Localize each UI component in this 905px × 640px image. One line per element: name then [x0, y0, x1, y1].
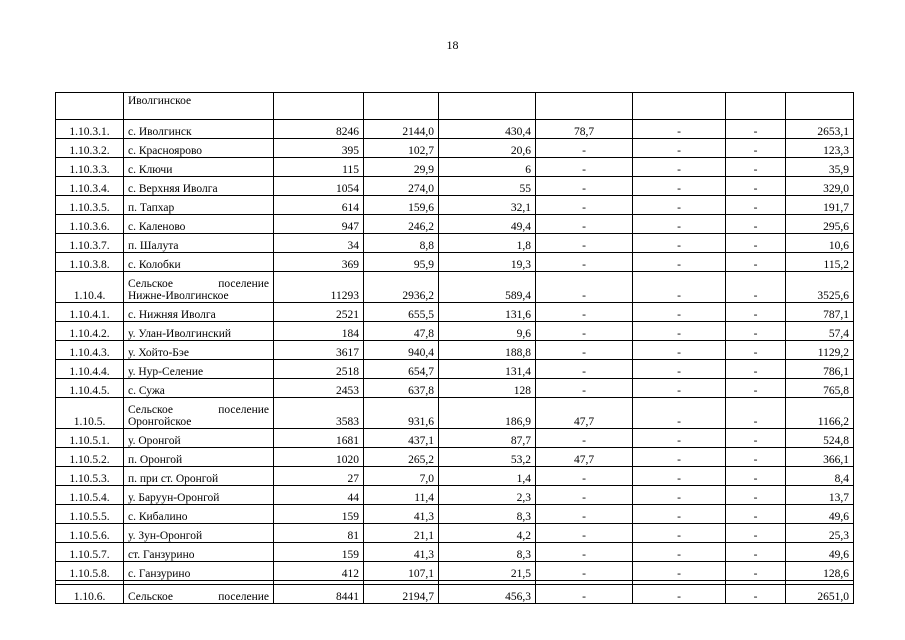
cell-value: 188,8 — [439, 341, 536, 360]
cell-value: - — [726, 196, 786, 215]
cell-name: с. Кибалино — [124, 505, 274, 524]
cell-value: - — [633, 543, 726, 562]
settlements-table — [55, 92, 854, 604]
cell-code: 1.10.3.8. — [56, 253, 124, 272]
cell-value: - — [633, 448, 726, 467]
cell-name: п. при ст. Оронгой — [124, 467, 274, 486]
cell-value: 115,2 — [786, 253, 854, 272]
cell-value: - — [536, 429, 633, 448]
table-row — [56, 196, 854, 215]
cell-value: 8,4 — [786, 467, 854, 486]
cell-value: - — [633, 524, 726, 543]
cell-value: 47,8 — [364, 322, 439, 341]
cell-value: 53,2 — [439, 448, 536, 467]
cell-code: 1.10.4. — [56, 272, 124, 303]
cell-name: у. Хойто-Бэе — [124, 341, 274, 360]
cell-name: с. Нижняя Иволга — [124, 303, 274, 322]
cell-value: - — [536, 272, 633, 303]
cell-code: 1.10.6. — [56, 585, 124, 604]
cell-value: 2521 — [274, 303, 364, 322]
table-row — [56, 158, 854, 177]
cell-name: с. Иволгинск — [124, 120, 274, 139]
cell-value: - — [633, 253, 726, 272]
table-row — [56, 379, 854, 398]
table-row — [56, 524, 854, 543]
cell-name: п. Шалута — [124, 234, 274, 253]
cell-code: 1.10.3.4. — [56, 177, 124, 196]
cell-code: 1.10.5.2. — [56, 448, 124, 467]
cell-value: 159 — [274, 543, 364, 562]
cell-value: - — [536, 543, 633, 562]
cell-value: 395 — [274, 139, 364, 158]
cell-name: с. Верхняя Иволга — [124, 177, 274, 196]
cell-code — [56, 93, 124, 120]
cell-value: - — [536, 562, 633, 581]
cell-value: 115 — [274, 158, 364, 177]
cell-value: - — [726, 379, 786, 398]
cell-value: - — [633, 467, 726, 486]
cell-value: - — [536, 303, 633, 322]
cell-value: 95,9 — [364, 253, 439, 272]
cell-name: у. Нур-Селение — [124, 360, 274, 379]
cell-value: 131,6 — [439, 303, 536, 322]
name-part: поселение — [218, 591, 269, 603]
cell-value: 81 — [274, 524, 364, 543]
cell-value: 57,4 — [786, 322, 854, 341]
cell-name: у. Улан-Иволгинский — [124, 322, 274, 341]
cell-value: 131,4 — [439, 360, 536, 379]
table-row — [56, 543, 854, 562]
cell-value: 456,3 — [439, 585, 536, 604]
cell-value: 369 — [274, 253, 364, 272]
table-row — [56, 303, 854, 322]
cell-value: 128,6 — [786, 562, 854, 581]
cell-name: у. Зун-Оронгой — [124, 524, 274, 543]
cell-value: 1,4 — [439, 467, 536, 486]
table-row — [56, 322, 854, 341]
cell-value: 21,5 — [439, 562, 536, 581]
cell-name — [124, 272, 274, 303]
cell-value: 128 — [439, 379, 536, 398]
table-row — [56, 585, 854, 604]
cell-code: 1.10.4.1. — [56, 303, 124, 322]
cell-value: 524,8 — [786, 429, 854, 448]
cell-value: - — [726, 341, 786, 360]
cell-value: 947 — [274, 215, 364, 234]
cell-value: - — [726, 234, 786, 253]
cell-value: 3617 — [274, 341, 364, 360]
cell-value: 931,6 — [364, 398, 439, 429]
cell-value: - — [536, 360, 633, 379]
cell-value: 787,1 — [786, 303, 854, 322]
cell-value: 940,4 — [364, 341, 439, 360]
cell-value: - — [536, 505, 633, 524]
cell-value: 32,1 — [439, 196, 536, 215]
cell-value: 87,7 — [439, 429, 536, 448]
table-row — [56, 360, 854, 379]
cell-value: - — [726, 253, 786, 272]
cell-value: - — [726, 215, 786, 234]
cell-value: 11,4 — [364, 486, 439, 505]
cell-value: 184 — [274, 322, 364, 341]
cell-value: 3525,6 — [786, 272, 854, 303]
cell-value: - — [536, 379, 633, 398]
cell-code: 1.10.5.8. — [56, 562, 124, 581]
cell-value: 102,7 — [364, 139, 439, 158]
cell-value: 2453 — [274, 379, 364, 398]
cell-value: 4,2 — [439, 524, 536, 543]
cell-value: 159 — [274, 505, 364, 524]
table-row — [56, 467, 854, 486]
cell-name: Иволгинское — [124, 93, 274, 120]
table-row — [56, 486, 854, 505]
cell-code: 1.10.4.2. — [56, 322, 124, 341]
table-row — [56, 562, 854, 581]
cell-code: 1.10.3.3. — [56, 158, 124, 177]
cell-value: 1681 — [274, 429, 364, 448]
table-row — [56, 253, 854, 272]
cell-value: - — [726, 177, 786, 196]
cell-value: 1020 — [274, 448, 364, 467]
cell-value: 29,9 — [364, 158, 439, 177]
cell-value: 614 — [274, 196, 364, 215]
cell-name: у. Баруун-Оронгой — [124, 486, 274, 505]
cell-value: 49,6 — [786, 505, 854, 524]
cell-value: - — [536, 524, 633, 543]
cell-code: 1.10.3.7. — [56, 234, 124, 253]
cell-value: - — [726, 398, 786, 429]
cell-value: 10,6 — [786, 234, 854, 253]
cell-value: - — [633, 585, 726, 604]
cell-value: 2144,0 — [364, 120, 439, 139]
cell-value: - — [726, 429, 786, 448]
table-row — [56, 448, 854, 467]
cell-code: 1.10.5.3. — [56, 467, 124, 486]
cell-value: 637,8 — [364, 379, 439, 398]
cell-value: 3583 — [274, 398, 364, 429]
cell-value: 47,7 — [536, 448, 633, 467]
cell-code: 1.10.4.5. — [56, 379, 124, 398]
cell-value: 21,1 — [364, 524, 439, 543]
cell-value: 20,6 — [439, 139, 536, 158]
cell-value: 9,6 — [439, 322, 536, 341]
cell-value: - — [726, 486, 786, 505]
cell-value: 41,3 — [364, 505, 439, 524]
cell-code: 1.10.5.1. — [56, 429, 124, 448]
cell-value: 47,7 — [536, 398, 633, 429]
cell-value: - — [633, 398, 726, 429]
cell-value: - — [726, 467, 786, 486]
cell-value: 2936,2 — [364, 272, 439, 303]
cell-value: 49,4 — [439, 215, 536, 234]
cell-value: 589,4 — [439, 272, 536, 303]
table-row — [56, 139, 854, 158]
table-row — [56, 234, 854, 253]
cell-value: 295,6 — [786, 215, 854, 234]
cell-code: 1.10.5.6. — [56, 524, 124, 543]
cell-value: - — [536, 253, 633, 272]
cell-value: - — [536, 467, 633, 486]
cell-value: 8,8 — [364, 234, 439, 253]
name-part: поселение — [218, 278, 269, 290]
name-part: Оронгойское — [128, 416, 192, 428]
table-row — [56, 272, 854, 303]
cell-value: - — [726, 139, 786, 158]
cell-name: п. Тапхар — [124, 196, 274, 215]
cell-value: - — [633, 139, 726, 158]
cell-value: - — [726, 158, 786, 177]
cell-value: - — [536, 215, 633, 234]
cell-name: у. Оронгой — [124, 429, 274, 448]
cell-value: 366,1 — [786, 448, 854, 467]
cell-value: 1129,2 — [786, 341, 854, 360]
cell-name: с. Сужа — [124, 379, 274, 398]
cell-value: 11293 — [274, 272, 364, 303]
cell-value: 430,4 — [439, 120, 536, 139]
cell-name: ст. Ганзурино — [124, 543, 274, 562]
cell-value: - — [536, 486, 633, 505]
cell-value: 107,1 — [364, 562, 439, 581]
name-part: Нижне-Иволгинское — [128, 290, 229, 302]
cell-value: - — [726, 448, 786, 467]
cell-code: 1.10.3.6. — [56, 215, 124, 234]
cell-value: 412 — [274, 562, 364, 581]
cell-value: - — [633, 341, 726, 360]
cell-value: 7,0 — [364, 467, 439, 486]
cell-value: - — [726, 120, 786, 139]
cell-code: 1.10.4.3. — [56, 341, 124, 360]
cell-value: - — [633, 196, 726, 215]
cell-value: - — [536, 139, 633, 158]
cell-value: 191,7 — [786, 196, 854, 215]
cell-value: 123,3 — [786, 139, 854, 158]
cell-code: 1.10.3.1. — [56, 120, 124, 139]
cell-value: 49,6 — [786, 543, 854, 562]
cell-value: - — [633, 379, 726, 398]
cell-value: 35,9 — [786, 158, 854, 177]
cell-name — [124, 585, 274, 604]
cell-value: - — [726, 272, 786, 303]
cell-name: с. Красноярово — [124, 139, 274, 158]
cell-value: - — [633, 486, 726, 505]
table-row — [56, 398, 854, 429]
cell-value: - — [633, 303, 726, 322]
cell-code: 1.10.5. — [56, 398, 124, 429]
cell-value: 8441 — [274, 585, 364, 604]
cell-value: 8,3 — [439, 543, 536, 562]
cell-name: с. Ключи — [124, 158, 274, 177]
cell-name: с. Колобки — [124, 253, 274, 272]
cell-value: 25,3 — [786, 524, 854, 543]
cell-value: 8,3 — [439, 505, 536, 524]
name-part: Сельское — [128, 591, 174, 603]
cell-value: - — [726, 322, 786, 341]
cell-value: 78,7 — [536, 120, 633, 139]
cell-name: п. Оронгой — [124, 448, 274, 467]
cell-value: - — [536, 234, 633, 253]
cell-value: 13,7 — [786, 486, 854, 505]
cell-code: 1.10.5.4. — [56, 486, 124, 505]
cell-code: 1.10.5.5. — [56, 505, 124, 524]
cell-value: 55 — [439, 177, 536, 196]
cell-value: - — [633, 120, 726, 139]
cell-value: - — [633, 215, 726, 234]
cell-value: 329,0 — [786, 177, 854, 196]
cell-code: 1.10.3.5. — [56, 196, 124, 215]
page-number: 18 — [446, 38, 459, 52]
cell-code: 1.10.5.7. — [56, 543, 124, 562]
cell-name: с. Каленово — [124, 215, 274, 234]
cell-value: 1166,2 — [786, 398, 854, 429]
table-row — [56, 177, 854, 196]
cell-value: 186,9 — [439, 398, 536, 429]
cell-value: 34 — [274, 234, 364, 253]
cell-code: 1.10.3.2. — [56, 139, 124, 158]
cell-value: 8246 — [274, 120, 364, 139]
table-row — [56, 215, 854, 234]
cell-value: - — [536, 158, 633, 177]
cell-value: 786,1 — [786, 360, 854, 379]
cell-value: 765,8 — [786, 379, 854, 398]
cell-value: - — [633, 505, 726, 524]
cell-name: с. Ганзурино — [124, 562, 274, 581]
cell-name — [124, 398, 274, 429]
cell-value: - — [726, 543, 786, 562]
cell-value: - — [536, 341, 633, 360]
table-row — [56, 429, 854, 448]
cell-value: 159,6 — [364, 196, 439, 215]
cell-value: - — [726, 585, 786, 604]
cell-value: - — [536, 585, 633, 604]
table-row — [56, 120, 854, 139]
cell-value: - — [633, 360, 726, 379]
cell-value: - — [726, 303, 786, 322]
cell-value: 44 — [274, 486, 364, 505]
name-part: Сельское — [128, 404, 174, 416]
cell-value: 437,1 — [364, 429, 439, 448]
cell-value: - — [633, 234, 726, 253]
cell-value: 1054 — [274, 177, 364, 196]
cell-value: - — [726, 562, 786, 581]
cell-value: 1,8 — [439, 234, 536, 253]
cell-value: - — [536, 196, 633, 215]
cell-value: - — [633, 429, 726, 448]
cell-value: - — [633, 562, 726, 581]
cell-value: - — [633, 272, 726, 303]
cell-value: - — [633, 158, 726, 177]
cell-value: 265,2 — [364, 448, 439, 467]
cell-value: 2653,1 — [786, 120, 854, 139]
cell-value: 27 — [274, 467, 364, 486]
cell-value: 2194,7 — [364, 585, 439, 604]
cell-value: 246,2 — [364, 215, 439, 234]
cell-value: 2,3 — [439, 486, 536, 505]
cell-value: 19,3 — [439, 253, 536, 272]
cell-value: 654,7 — [364, 360, 439, 379]
cell-value: 6 — [439, 158, 536, 177]
cell-value: - — [633, 322, 726, 341]
cell-value: - — [536, 177, 633, 196]
name-part: поселение — [218, 404, 269, 416]
cell-value: 2651,0 — [786, 585, 854, 604]
name-part: Сельское — [128, 278, 174, 290]
table-row — [56, 341, 854, 360]
cell-value: - — [726, 524, 786, 543]
table-row — [56, 505, 854, 524]
cell-value: 274,0 — [364, 177, 439, 196]
cell-value: - — [726, 505, 786, 524]
cell-value: - — [633, 177, 726, 196]
cell-value: 655,5 — [364, 303, 439, 322]
table-row-header — [56, 93, 854, 120]
cell-value: 2518 — [274, 360, 364, 379]
cell-code: 1.10.4.4. — [56, 360, 124, 379]
cell-value: - — [726, 360, 786, 379]
cell-value: 41,3 — [364, 543, 439, 562]
cell-value: - — [536, 322, 633, 341]
